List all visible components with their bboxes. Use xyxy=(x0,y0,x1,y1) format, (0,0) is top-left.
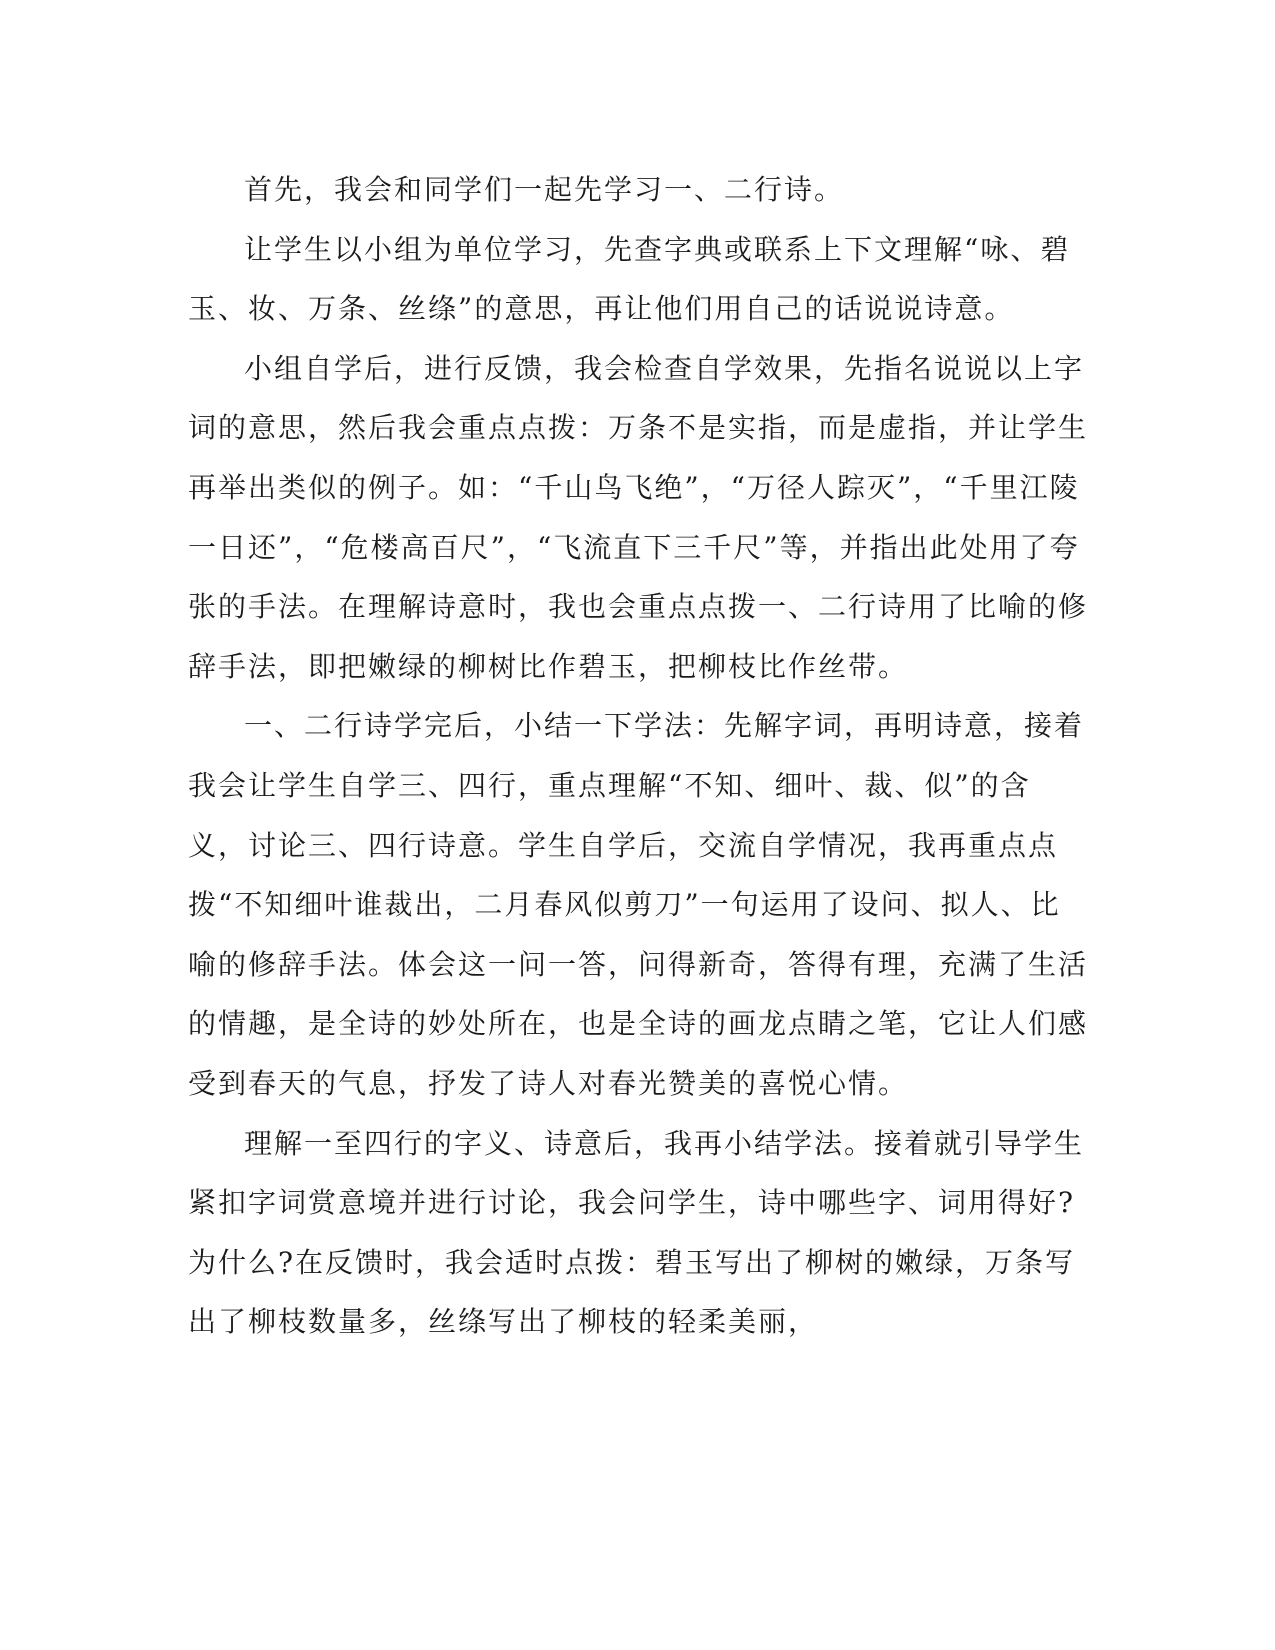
paragraph-2: 让学生以小组为单位学习，先查字典或联系上下文理解“咏、碧玉、妆、万条、丝绦”的意思，再让他们用自己的话说说诗意。 xyxy=(188,232,1071,326)
paragraph-4: 一、二行诗学完后，小结一下学法：先解字词，再明诗意，接着我会让学生自学三、四行，重点理解“不知、细叶、裁、似”的含义，讨论三、四行诗意。学生自学后，交流自学情况，我再重点点拨“不知细叶谁裁出，二月春风似剪刀”一句运用了设问、拟人、比喻的修辞手法。体会这一问一答，问得新奇，答得有理，充满了生活的情趣，是全诗的妙处所在，也是全诗的画龙点睛之笔，它让人们感受到春天的气息，抒发了诗人对春光赞美的喜悦心情。 xyxy=(188,709,1089,1100)
paragraph-3: 小组自学后，进行反馈，我会检查自学效果，先指名说说以上字词的意思，然后我会重点点拨：万条不是实指，而是虚指，并让学生再举出类似的例子。如：“千山鸟飞绝”，“万径人踪灭”，“千里江陵一日还”，“危楼高百尺”，“飞流直下三千尺”等，并指出此处用了夸张的手法。在理解诗意时，我也会重点点拨一、二行诗用了比喻的修辞手法，即把嫩绿的柳树比作碧玉，把柳枝比作丝带。 xyxy=(188,351,1089,683)
document-body xyxy=(188,160,1088,1352)
paragraph-1: 首先，我会和同学们一起先学习一、二行诗。 xyxy=(244,173,845,206)
paragraph-5: 理解一至四行的字义、诗意后，我再小结学法。接着就引导学生紧扣字词赏意境并进行讨论，我会问学生，诗中哪些字、词用得好?为什么?在反馈时，我会适时点拨：碧玉写出了柳树的嫩绿，万条写出了柳枝数量多，丝绦写出了柳枝的轻柔美丽， xyxy=(188,1126,1085,1339)
